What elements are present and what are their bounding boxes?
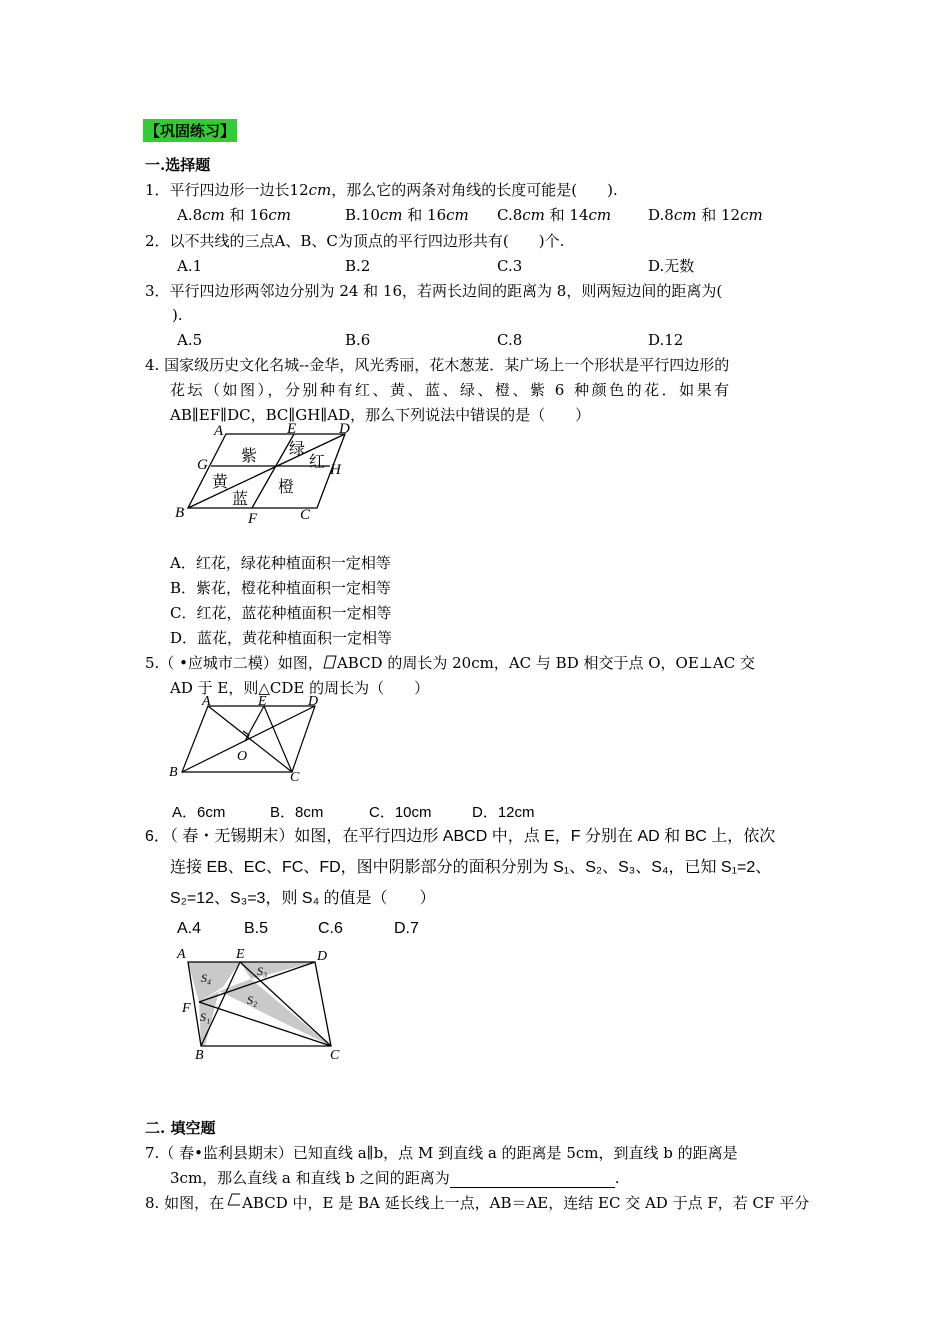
q2-option-b: B.2: [345, 257, 371, 275]
q3-option-c: C.8: [497, 331, 523, 349]
question-7-line-2: 3cm，那么直线 a 和直线 b 之间的距离为 .: [170, 1169, 620, 1187]
q6-label-f: F: [182, 1001, 191, 1016]
q6-label-d: D: [317, 949, 328, 964]
question-4-line-1: 4. 国家级历史文化名城--金华，风光秀丽，花木葱茏．某广场上一个形状是平行四边形的: [145, 356, 730, 374]
parallelogram-symbol-icon: [323, 655, 337, 669]
q4-label-b: B: [175, 505, 185, 521]
question-3-stem-tail: ).: [172, 306, 183, 324]
q4-label-c: C: [300, 507, 311, 523]
q4-label-purple: 紫: [241, 448, 258, 465]
q5-label-o: O: [237, 749, 248, 764]
section-header-badge: 【巩固练习】: [143, 119, 237, 142]
question-6-line-3: S₂=12、S₃=3，则 S₄ 的值是（ ）: [170, 890, 436, 907]
q6-label-s3: S₃: [257, 964, 268, 978]
question-1-stem: 1．平行四边形一边长12cm，那么它的两条对角线的长度可能是( ).: [145, 181, 618, 199]
q6-label-s2: S₂: [247, 993, 258, 1007]
q5-option-a: A．6cm: [172, 804, 226, 821]
q4-label-blue: 蓝: [232, 491, 249, 508]
parallelogram-symbol-icon: [224, 1193, 242, 1207]
q6-label-c: C: [330, 1048, 340, 1063]
q4-label-h: H: [330, 462, 341, 478]
q6-option-c: C.6: [318, 920, 343, 937]
q4-label-yellow: 黄: [212, 474, 229, 491]
q4-label-g: G: [197, 457, 208, 473]
q5-label-d: D: [308, 694, 319, 709]
q5-label-a: A: [202, 694, 211, 709]
q4-label-green: 绿: [289, 441, 306, 458]
q4-label-f: F: [248, 511, 258, 527]
question-6-line-1: 6．（ 春・无锡期末）如图，在平行四边形 ABCD 中，点 E，F 分别在 AD 和 BC 上，依次: [145, 828, 776, 845]
q5-label-b: B: [169, 765, 178, 780]
q7-answer-blank[interactable]: [450, 1173, 615, 1188]
q5-label-e: E: [258, 694, 267, 709]
q4-option-b: B．紫花，橙花种植面积一定相等: [170, 579, 392, 597]
q6-label-s4: S₄: [201, 971, 212, 985]
q6-label-a: A: [177, 947, 186, 962]
q1-option-d: D.8cm 和 12cm: [648, 206, 763, 224]
q4-option-d: D．蓝花，黄花种植面积一定相等: [170, 629, 393, 647]
q2-option-d: D.无数: [648, 257, 695, 275]
q6-option-b: B.5: [244, 920, 269, 937]
q5-parallelogram-figure: [165, 694, 335, 786]
q5-option-c: C．10cm: [369, 804, 432, 821]
q6-option-d: D.7: [394, 920, 419, 937]
q2-option-c: C.3: [497, 257, 523, 275]
section-title-fill-blank: 二. 填空题: [145, 1119, 216, 1137]
q4-label-a: A: [214, 423, 224, 439]
q4-label-red: 红: [309, 454, 326, 471]
q1-option-b: B.10cm 和 16cm: [345, 206, 469, 224]
question-5-line-1: 5.（ •应城市二模）如图， ABCD 的周长为 20cm，AC 与 BD 相交于点 O，OE⊥AC 交: [145, 654, 755, 672]
q3-option-a: A.5: [177, 331, 203, 349]
question-4-line-3: AB∥EF∥DC，BC∥GH∥AD，那么下列说法中错误的是（ ）: [170, 406, 591, 424]
question-8-line-1: 8. 如图，在 ABCD 中，E 是 BA 延长线上一点，AB＝AE，连结 EC 交 AD 于点 F，若 CF 平分: [145, 1194, 810, 1212]
question-2-stem: 2．以不共线的三点A、B、C为顶点的平行四边形共有( )个.: [145, 232, 565, 250]
q6-label-e: E: [236, 947, 245, 962]
q6-region-s3: [240, 962, 315, 979]
q1-option-c: C.8cm 和 14cm: [497, 206, 612, 224]
question-4-line-2: 花坛（如图），分别种有红、黄、蓝、绿、橙、紫 6 种颜色的花．如果有: [170, 381, 732, 399]
q4-option-c: C．红花，蓝花种植面积一定相等: [170, 604, 392, 622]
q4-label-orange: 橙: [278, 479, 295, 496]
q6-label-s1: S₁: [200, 1010, 211, 1024]
question-5-line-2: AD 于 E，则△CDE 的周长为（ ）: [170, 679, 430, 697]
q4-flowerbed-figure: [170, 422, 360, 528]
q4-label-d: D: [339, 422, 350, 437]
section-title-choice: 一.选择题: [145, 156, 211, 174]
q5-label-c: C: [290, 770, 300, 785]
q4-line-ef: [252, 434, 294, 508]
q3-option-d: D.12: [648, 331, 684, 349]
q1-option-a: A.8cm 和 16cm: [177, 206, 292, 224]
q2-option-a: A.1: [177, 257, 203, 275]
q6-option-a: A.4: [177, 920, 202, 937]
q5-option-d: D．12cm: [472, 804, 535, 821]
q6-shaded-parallelogram-figure: [175, 942, 355, 1064]
q6-label-b: B: [195, 1048, 204, 1063]
question-3-stem: 3．平行四边形两邻边分别为 24 和 16，若两长边间的距离为 8，则两短边间的距离为(: [145, 282, 723, 300]
q5-option-b: B．8cm: [270, 804, 324, 821]
question-7-line-1: 7.（ 春•监利县期末）已知直线 a∥b，点 M 到直线 a 的距离是 5cm，到直线 b 的距离是: [145, 1144, 738, 1162]
q4-label-e: E: [287, 422, 297, 437]
q3-option-b: B.6: [345, 331, 371, 349]
q4-option-a: A．红花，绿花种植面积一定相等: [170, 554, 391, 572]
question-6-line-2: 连接 EB、EC、FC、FD，图中阴影部分的面积分别为 S₁、S₂、S₃、S₄，已知 S₁=2、: [170, 859, 772, 876]
